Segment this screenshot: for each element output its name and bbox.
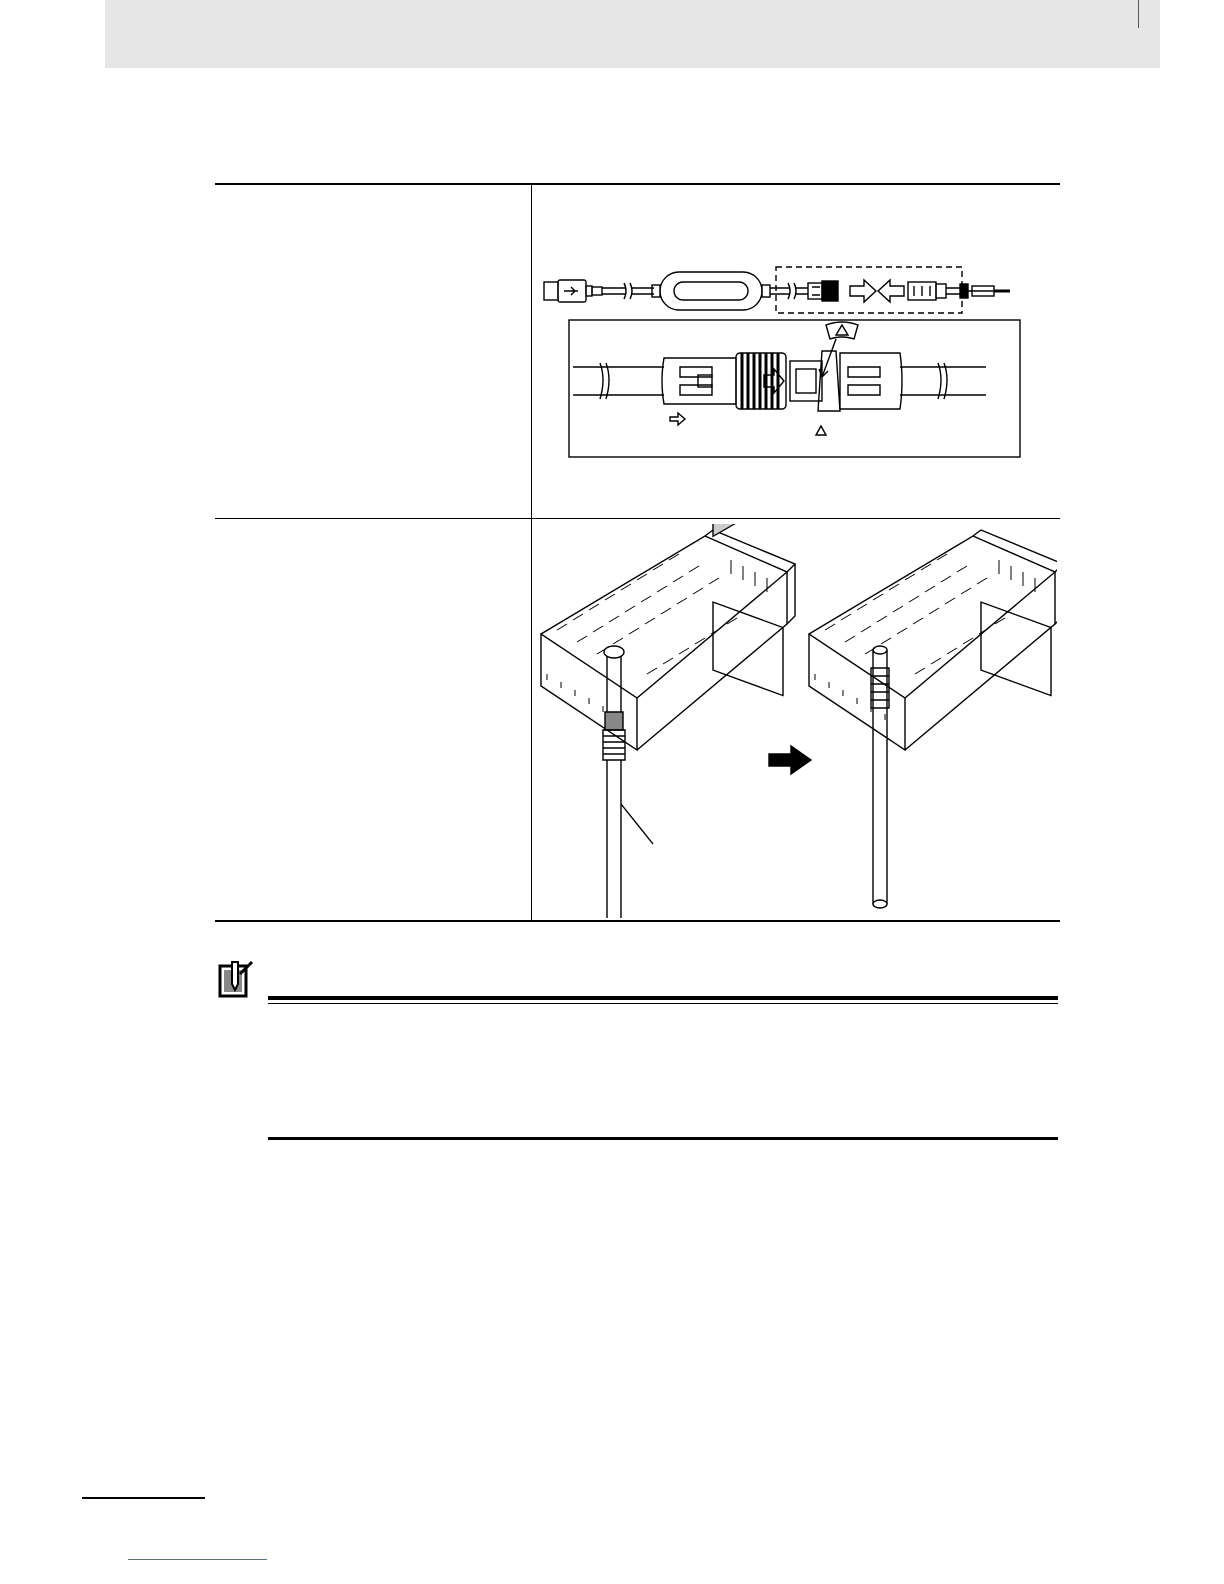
connector-female-icon [908,282,946,300]
table-top-rule [215,183,1060,185]
cable-connection-figure [540,255,1040,465]
table-row-divider [215,518,1060,519]
precautions-pencil-icon [218,960,254,998]
connector-male-icon [808,281,838,301]
note-bottom-rule [268,1137,1058,1140]
table-bottom-rule [215,920,1060,922]
controller-left-icon [541,524,795,918]
page-header-band [105,0,1160,68]
note-top-rule-thin [268,1003,1058,1004]
arrow-left-icon [878,280,904,302]
footer-rule [82,1497,205,1499]
footer-link-underline[interactable] [128,1559,267,1560]
controller-connection-figure [537,524,1057,918]
usb-plug-icon [544,280,602,302]
controller-right-icon [809,530,1057,908]
note-top-rule [268,996,1058,1000]
arrow-right-icon [769,746,811,774]
connector-detail-icon [573,322,986,435]
table-column-divider [531,184,532,921]
converter-icon [660,272,762,310]
header-divider [1138,0,1139,28]
arrow-right-icon [850,280,876,302]
